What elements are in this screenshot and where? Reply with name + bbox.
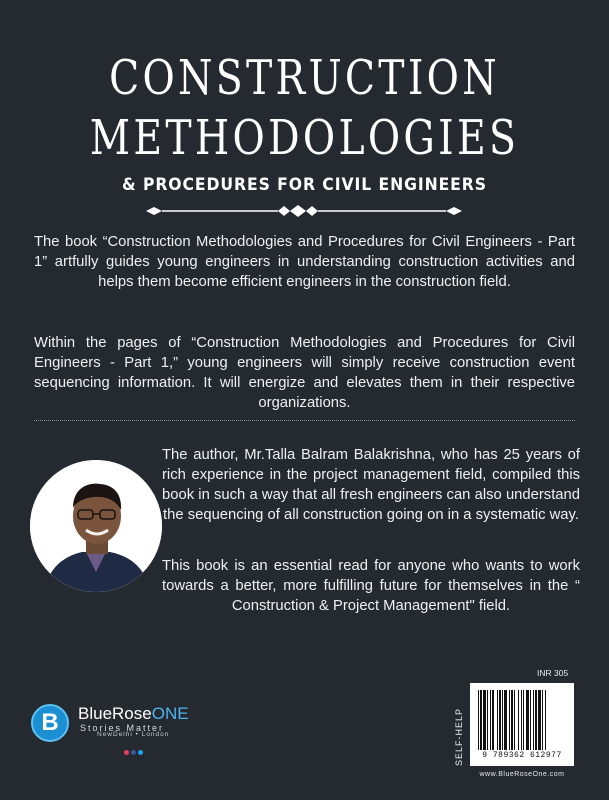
publisher-name-part2: ONE [151,704,189,723]
barcode [470,683,574,766]
dotted-divider [34,420,575,421]
genre-label: SELF-HELP [454,707,464,767]
publisher-website: www.BlueRoseOne.com [479,771,565,778]
book-title-line1: CONSTRUCTION [109,50,500,106]
publisher-name [78,704,189,724]
publisher-logo-icon: B [31,704,69,742]
barcode-bars [478,690,566,750]
book-subtitle: & PROCEDURES FOR CIVIL ENGINEERS [122,175,487,195]
isbn-number: 9 789362 612977 [482,751,562,760]
book-title-line2: METHODOLOGIES [89,110,520,166]
social-icons [124,742,145,760]
description-paragraph-2: Within the pages of “Construction Methodologies and Procedures for Civil Engineers - Part 1,” young engineers will simply receive construction event sequencing information. It will energize and elevates them in their respective organizations. [34,335,575,411]
publisher-cities: NewDelhi • London [97,731,170,738]
author-paragraph: The author, Mr.Talla Balram Balakrishna, who has 25 years of rich experience in the project management field, compiled this book in such a way that all fresh engineers can also understand the sequencing of all construction going on in a systematic way. [162,447,580,523]
instagram-icon [124,750,129,755]
ornament-divider [144,203,464,219]
publisher-name-part1: BlueRose [78,704,152,723]
twitter-icon [138,750,143,755]
publisher-tagline: Stories Matter [80,723,165,733]
closing-paragraph: This book is an essential read for anyone who wants to work towards a better, more fulfilling future for themselves in the “ Construction & Project Management" field. [162,558,580,614]
facebook-icon [131,750,136,755]
description-paragraph-1: The book “Construction Methodologies and Procedures for Civil Engineers - Part 1” artfully guides young engineers in understanding construction activities and helps them become efficient engineers in the construction field. [34,234,575,290]
price-label: INR 305 [537,668,569,678]
author-photo [30,460,162,592]
